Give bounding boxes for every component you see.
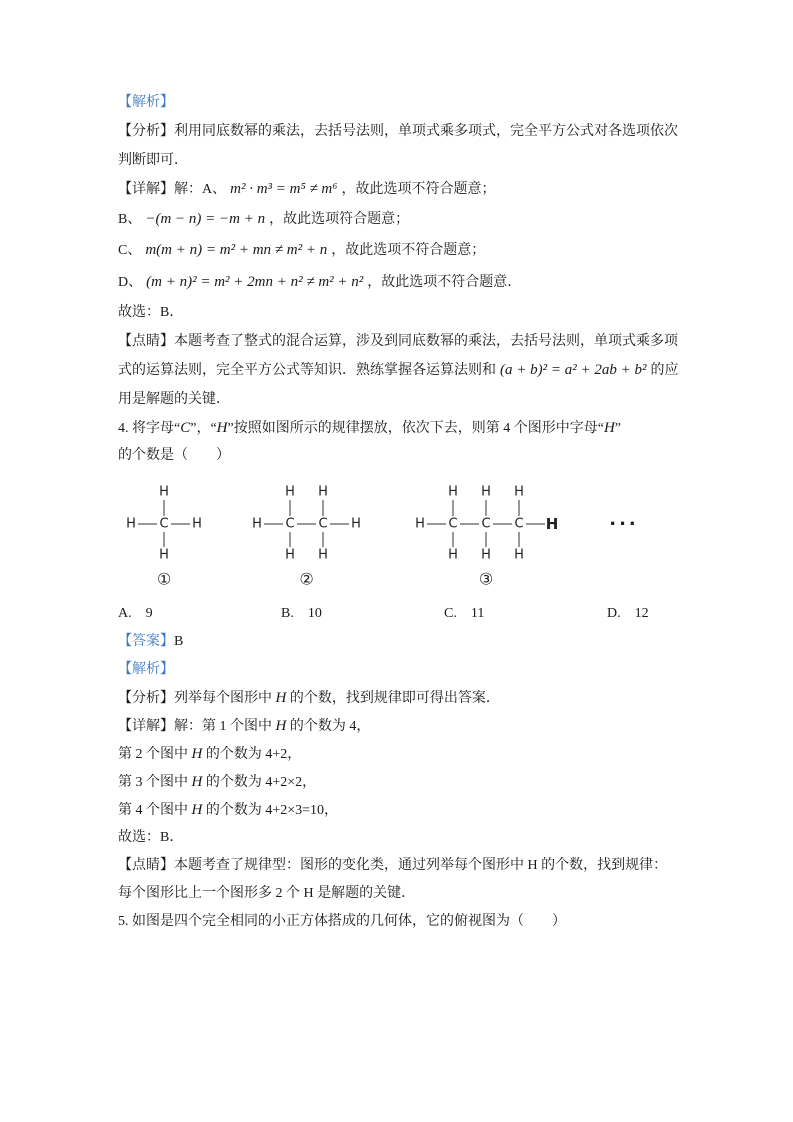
- atom-h: H: [285, 484, 295, 500]
- dianjing-tag: 【点睛】: [118, 858, 174, 873]
- dianjing-text: 的应: [650, 363, 679, 378]
- atom-c: C: [159, 516, 169, 532]
- xiangjie-tag: 【详解】: [118, 182, 174, 197]
- step-text: 的个数为 4，: [286, 719, 371, 734]
- fenxi-line: [118, 684, 718, 712]
- step-text: 第 2 个图中: [118, 747, 192, 762]
- stem-text: 5. 如图是四个完全相同的小正方体搭成的几何体，它的俯视图为（ ）: [118, 914, 566, 929]
- option-d: [607, 604, 770, 624]
- fenxi-text: 判断即可．: [118, 153, 188, 168]
- option-a-verdict: ，故此选项不符合题意；: [341, 182, 496, 197]
- fenxi-line-continued: [118, 146, 718, 175]
- figure-label: ①: [156, 569, 172, 589]
- option-a-prefix: 解：A、: [174, 182, 227, 197]
- letter-h: H: [275, 690, 287, 706]
- dianjing-line: [118, 327, 718, 356]
- dianjing-line-end: [118, 385, 718, 414]
- atom-c: C: [448, 516, 458, 532]
- dianjing-text: 用是解题的关键．: [118, 392, 230, 407]
- final-choice: [118, 298, 718, 327]
- atom-h: H: [318, 547, 328, 563]
- analysis-tag: 【解析】: [118, 662, 174, 677]
- step-text: 第 3 个图中: [118, 775, 192, 790]
- dianjing-line-continued: [118, 356, 718, 385]
- xiangjie-option-c: [118, 234, 718, 266]
- stem-text: ”按照如图所示的规律摆放，依次下去，则第 4 个图形中字母“: [227, 421, 604, 436]
- stem-text: 的个数是（ ）: [118, 448, 230, 463]
- answer-value: B: [174, 634, 184, 649]
- atom-h: H: [514, 484, 524, 500]
- atom-h: H: [481, 484, 491, 500]
- option-b-prefix: B、: [118, 212, 142, 227]
- atom-h: H: [448, 547, 458, 563]
- option-value: 10: [307, 606, 322, 621]
- dianjing-text: 本题考查了整式的混合运算，涉及到同底数幂的乘法，去括号法则，单项式乘多项: [174, 334, 678, 349]
- xiangjie-step-3: [118, 768, 718, 796]
- atom-h: H: [252, 516, 262, 532]
- xiangjie-option-a: [118, 175, 718, 204]
- option-label: C.: [444, 606, 457, 621]
- atom-h: H: [514, 547, 524, 563]
- option-a: [118, 604, 281, 624]
- option-b-formula: −(m − n) = −m + n: [145, 211, 266, 227]
- option-value: 11: [470, 606, 485, 621]
- dianjing-line: [118, 852, 718, 880]
- option-b: [281, 604, 444, 624]
- answer-tag: 【答案】: [118, 634, 174, 649]
- step-text: 第 4 个图中: [118, 803, 192, 818]
- fenxi-tag: 【分析】: [118, 691, 174, 706]
- letter-h: H: [191, 774, 203, 790]
- analysis-heading: [118, 89, 718, 117]
- analysis-tag: 【解析】: [118, 95, 174, 110]
- letter-c: C: [180, 420, 191, 436]
- choice-text: 故选：B．: [118, 305, 184, 320]
- dianjing-line-continued: [118, 880, 718, 908]
- option-b-verdict: ，故此选项符合题意；: [269, 212, 410, 227]
- option-value: 12: [634, 606, 649, 621]
- step-text: 的个数为 4+2×2，: [202, 775, 317, 790]
- dianjing-text: 每个图形比上一个图形多 2 个 H 是解题的关键．: [118, 886, 416, 901]
- answer-line: [118, 628, 718, 656]
- stem-text: 4. 将字母“: [118, 421, 181, 436]
- option-c-verdict: ，故此选项不符合题意；: [331, 243, 486, 258]
- xiangjie-option-d: [118, 266, 718, 298]
- figure-label: ②: [299, 569, 314, 589]
- letter-h: H: [191, 802, 203, 818]
- letter-h: H: [275, 718, 287, 734]
- question-5-stem: [118, 908, 718, 936]
- stem-text: ”: [614, 421, 622, 436]
- xiangjie-step-4: [118, 796, 718, 824]
- fenxi-line: [118, 117, 718, 146]
- xiangjie-step-2: [118, 740, 718, 768]
- atom-c: C: [285, 516, 295, 532]
- dianjing-text: 式的运算法则，完全平方公式等知识．熟练掌握各运算法则和: [118, 363, 496, 378]
- option-c-prefix: C、: [118, 243, 142, 258]
- atom-c: C: [514, 516, 524, 532]
- letter-h: H: [191, 746, 203, 762]
- question-4-stem-continued: [118, 442, 718, 470]
- molecule-figure-1: [126, 485, 202, 589]
- final-choice: [118, 824, 718, 852]
- option-label: D.: [607, 606, 621, 621]
- atom-h: H: [448, 484, 458, 500]
- option-label: A.: [118, 606, 132, 621]
- letter-h: H: [603, 420, 615, 436]
- dianjing-text: 本题考查了规律型：图形的变化类，通过列举每个图形中 H 的个数，找到规律：: [174, 858, 668, 873]
- atom-h: H: [415, 516, 425, 532]
- option-c-formula: m(m + n) = m² + mn ≠ m² + n: [145, 242, 328, 258]
- continuation-ellipsis: ···: [609, 513, 639, 535]
- atom-h: H: [159, 547, 169, 563]
- atom-h: H: [481, 547, 491, 563]
- dianjing-tag: 【点睛】: [118, 334, 174, 349]
- square-formula: (a + b)² = a² + 2ab + b²: [500, 362, 647, 378]
- xiangjie-step-1: [118, 712, 718, 740]
- step-text: 的个数为 4+2×3=10，: [202, 803, 339, 818]
- atom-h: H: [159, 484, 169, 500]
- xiangjie-tag: 【详解】: [118, 719, 174, 734]
- answer-options: [118, 604, 770, 624]
- fenxi-text: 的个数，找到规律即可得出答案．: [286, 691, 500, 706]
- option-c: [444, 604, 607, 624]
- atom-h: H: [126, 516, 136, 532]
- question-4-stem: [118, 414, 718, 442]
- atom-h: H: [318, 484, 328, 500]
- figure-label: ③: [478, 569, 494, 589]
- atom-h: H: [285, 547, 295, 563]
- option-value: 9: [145, 606, 153, 621]
- stem-text: ”，“: [190, 421, 217, 436]
- step-text: 解：第 1 个图中: [174, 719, 276, 734]
- option-d-verdict: ，故此选项不符合题意．: [367, 275, 522, 290]
- atom-h: H: [351, 516, 361, 532]
- fenxi-text: 利用同底数幂的乘法，去括号法则，单项式乘多项式，完全平方公式对各选项依次: [174, 124, 678, 139]
- choice-text: 故选：B．: [118, 830, 184, 845]
- atom-h: H: [192, 516, 202, 532]
- letter-h: H: [216, 420, 228, 436]
- option-a-formula: m² · m³ = m⁵ ≠ m⁶: [230, 181, 338, 197]
- molecule-figures: [0, 478, 793, 596]
- option-d-formula: (m + n)² = m² + 2mn + n² ≠ m² + n²: [146, 274, 364, 290]
- option-d-prefix: D、: [118, 275, 143, 290]
- atom-c: C: [481, 516, 491, 532]
- molecule-figure-3: [415, 485, 558, 589]
- atom-h: H: [545, 515, 559, 533]
- question-3-solution: [118, 89, 718, 470]
- molecule-figure-2: [252, 485, 361, 589]
- analysis-heading: [118, 656, 718, 684]
- question-4-solution: [118, 628, 718, 936]
- atom-c: C: [318, 516, 328, 532]
- fenxi-tag: 【分析】: [118, 124, 174, 139]
- step-text: 的个数为 4+2，: [202, 747, 302, 762]
- option-label: B.: [281, 606, 294, 621]
- xiangjie-option-b: [118, 204, 718, 234]
- fenxi-text: 列举每个图形中: [174, 691, 276, 706]
